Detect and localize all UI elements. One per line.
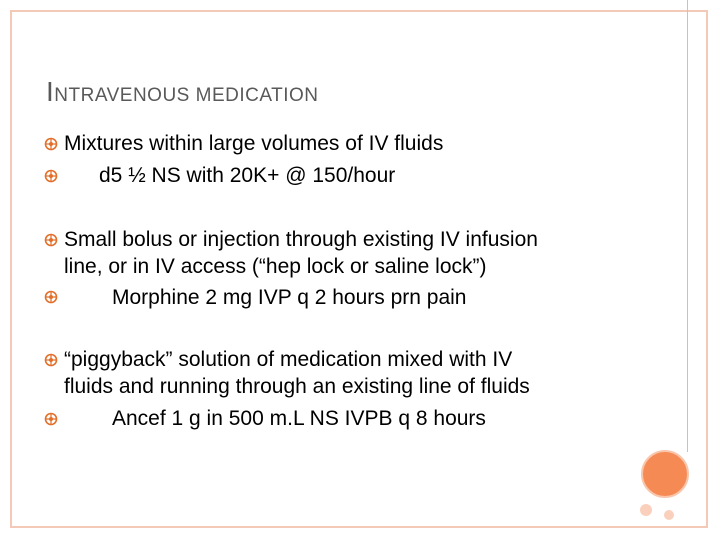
list-item-text: Small bolus or injection through existing IV infusion [64, 228, 538, 251]
decorative-circle-small [664, 510, 674, 520]
list-item [64, 346, 644, 400]
decorative-vertical-line [687, 0, 688, 452]
bullet-icon [44, 169, 58, 183]
bullet-icon [44, 233, 58, 247]
bullet-icon [44, 290, 58, 304]
title-initial: I [46, 76, 55, 107]
list-item [112, 405, 692, 432]
list-item-text: Morphine 2 mg IVP q 2 hours prn pain [112, 286, 467, 309]
decorative-circle-large [641, 450, 689, 498]
list-item [64, 130, 644, 157]
bullet-icon [44, 412, 58, 426]
list-item [112, 284, 692, 311]
list-item-text: line, or in IV access (“hep lock or saline lock”) [64, 255, 487, 278]
title-text: NTRAVENOUS MEDICATION [54, 85, 319, 106]
list-item [64, 226, 644, 280]
bullet-icon [44, 353, 58, 367]
list-item-text: Ancef 1 g in 500 m.L NS IVPB q 8 hours [112, 407, 486, 430]
list-item-text: d5 ½ NS with 20K+ @ 150/hour [99, 164, 396, 187]
bullet-icon [44, 137, 58, 151]
list-item-text: “piggyback” solution of medication mixed with IV [64, 348, 513, 371]
list-item [99, 162, 679, 189]
list-item-text: Mixtures within large volumes of IV fluids [64, 132, 444, 155]
list-item-text: fluids and running through an existing line of fluids [64, 375, 530, 398]
slide-title [46, 76, 318, 108]
decorative-circle-small [640, 504, 652, 516]
